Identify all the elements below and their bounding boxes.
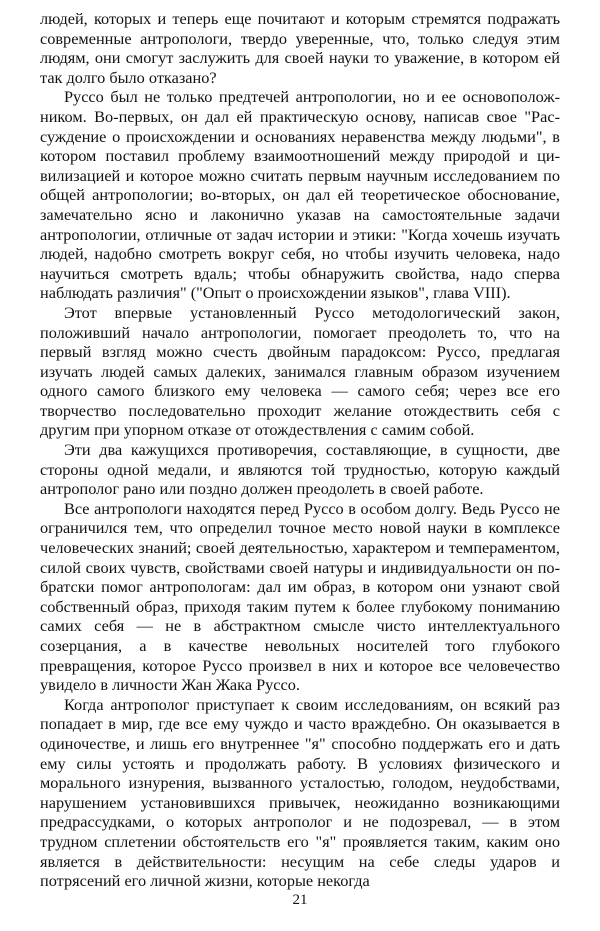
paragraph-debt-to-rousseau: Все антропологи находятся перед Руссо в особом долгу. Ведь Руссо не ограничился тем, что определил точное место новой науки в комплексе человеческих знаний; своей деятельностью, характером и темпераментом, силой своих чувств, свойствами своей натуры и индивидуальности он по-братски помог антропологам: дал им образ, в котором они узнают свой собственный образ, приходя таким путем к более глубокому пониманию самих себя — не в абстрактном смысле чисто интеллектуального созерцания, а в качестве невольных носителей того глубокого превращения, которое Руссо произвел в них и которое все человечество увидело в личности Жан Жака Руссо. (40, 498, 560, 695)
paragraph-methodological-law: Этот впервые установленный Руссо методологический закон, положивший начало антропологии, помогает преодолеть то, что на первый взгляд можно счесть двойным парадоксом: Руссо, предлагая изучать людей самых далеких, занимался главным образом изучением одного самого близкого ему человека — самого себя; через все его творчество последовательно проходит желание отождествить себя с другим при упорном отказе от отождествления с самим собой. (40, 302, 560, 440)
paragraph-rousseau-founder: Руссо был не только предтечей антропологии, но и ее основоположником. Во-первых, он дал ей практическую основу, написав свое "Рассуждение о происхождении и основаниях неравенства между людьми", в котором поставил проблему взаимоотношений между природой и цивилизацией и которое можно считать первым научным исследованием по общей антропологии; во-вторых, он дал ей теоретическое обоснование, замечательно ясно и лаконично указав на самостоятельные задачи антропологии, отличные от задач истории и этики: "Когда хочешь изучать людей, надобно смотреть вокруг себя, но чтобы изучить человека, надо научиться смотреть вдаль; чтобы обнаружить свойства, надо сперва наблюдать различия" ("Опыт о происхождении языков", глава VIII). (40, 87, 560, 303)
page-number: 21 (292, 892, 308, 908)
paragraph-contradictions: Эти два кажущихся противоречия, составляющие, в сущности, две стороны одной медали, и являются той трудностью, которую каждый антрополог рано или поздно должен преодолеть в своей работе. (40, 440, 560, 499)
paragraph-anthropologist-research: Когда антрополог приступает к своим исследованиям, он всякий раз попадает в мир, где все ему чуждо и часто враждебно. Он оказывается в одиночестве, и лишь его внутреннее "я" способно поддержать его и дать ему силы устоять и продолжать работу. В условиях физического и морального изнурения, вызванного усталостью, голодом, неудобствами, нарушением установившихся привычек, неожиданно возникающими предрассудками, о которых антрополог и не подозревал, — в этом трудном сплетении обстоятельств его "я" проявляется таким, каким оно является в действительности: несущим на себе следы ударов и потрясений его личной жизни, которые некогда (40, 694, 560, 891)
paragraph-continuation: людей, которых и теперь еще почитают и которым стремятся подражать современные антропологи, твердо уверенные, что, только следуя этим людям, они смогут заслужить для своей науки то уважение, в котором ей так долго было отказано? (40, 9, 560, 87)
page-body (40, 9, 560, 891)
